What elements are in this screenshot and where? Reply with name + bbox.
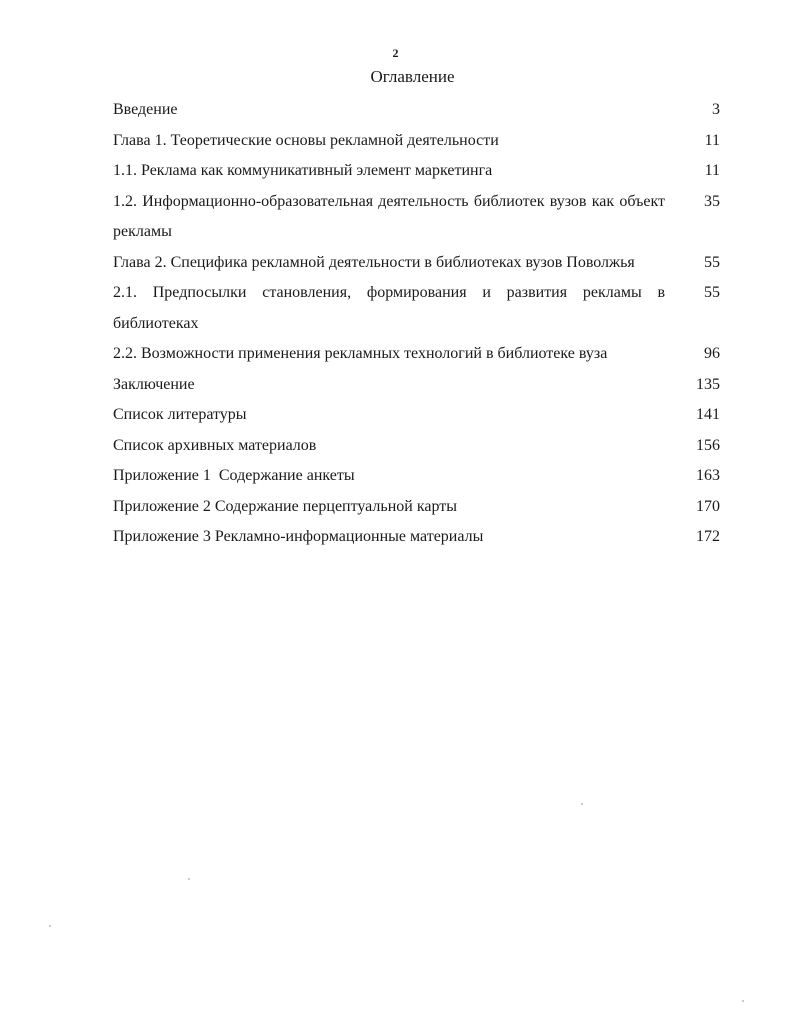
toc-entry-page: 11 bbox=[704, 131, 720, 149]
toc-entry-page: 96 bbox=[704, 345, 720, 362]
scan-speck bbox=[742, 1000, 744, 1002]
toc-entry-text: 1.2. Информационно-образовательная деятельность библиотек вузов как объект рекламы bbox=[113, 192, 665, 240]
toc-entry-appendix-2 bbox=[113, 492, 720, 523]
toc-entry-text: Глава 2. Специфика рекламной деятельности в библиотеках вузов Поволжья bbox=[113, 253, 635, 271]
toc-entry-page: 55 bbox=[704, 284, 720, 301]
toc-entry-chapter-2 bbox=[113, 248, 720, 279]
scan-speck bbox=[49, 925, 51, 927]
toc-entry-page: 163 bbox=[696, 467, 720, 484]
toc-title: Оглавление bbox=[370, 67, 455, 86]
toc-entry-section-1-2 bbox=[113, 187, 720, 248]
toc-entry-appendix-1 bbox=[113, 461, 720, 492]
toc-entry-page: 141 bbox=[696, 406, 720, 423]
toc-entry-page: 172 bbox=[696, 528, 720, 545]
toc-entry-section-2-1 bbox=[113, 278, 720, 339]
toc-entry-section-2-2 bbox=[113, 339, 720, 370]
toc-entry-conclusion bbox=[113, 370, 720, 401]
page-number: 2 bbox=[392, 46, 399, 60]
toc-entry-page: 3 bbox=[712, 101, 720, 118]
toc-entry-text: Заключение bbox=[113, 375, 195, 393]
table-of-contents bbox=[113, 95, 720, 553]
toc-entry-page: 156 bbox=[696, 436, 720, 454]
toc-entry-appendix-3 bbox=[113, 522, 720, 553]
toc-entry-archive-materials bbox=[113, 431, 720, 462]
toc-entry-text: 2.1. Предпосылки становления, формирования и развития рекламы в библиотеках bbox=[113, 284, 665, 332]
toc-entry-text: Приложение 2 Содержание перцептуальной карты bbox=[113, 497, 457, 515]
toc-entry-page: 55 bbox=[704, 253, 720, 271]
toc-entry-text: 2.2. Возможности применения рекламных технологий в библиотеке вуза bbox=[113, 345, 608, 362]
toc-entry-page: 11 bbox=[704, 162, 720, 179]
toc-entry-text: Приложение 3 Рекламно-информационные материалы bbox=[113, 528, 484, 545]
toc-entry-text: Список литературы bbox=[113, 406, 247, 423]
toc-entry-references bbox=[113, 400, 720, 431]
toc-entry-page: 135 bbox=[696, 375, 720, 393]
toc-entry-text: 1.1. Реклама как коммуникативный элемент маркетинга bbox=[113, 162, 493, 179]
toc-entry-page: 170 bbox=[696, 497, 720, 515]
toc-entry-section-1-1 bbox=[113, 156, 720, 187]
toc-entry-page: 35 bbox=[704, 192, 720, 210]
scan-speck bbox=[581, 803, 583, 805]
scan-speck bbox=[188, 878, 190, 880]
toc-entry-text: Приложение 1 Содержание анкеты bbox=[113, 467, 355, 484]
toc-entry-text: Введение bbox=[113, 101, 178, 118]
toc-entry-text: Глава 1. Теоретические основы рекламной деятельности bbox=[113, 131, 499, 149]
toc-entry-chapter-1 bbox=[113, 126, 720, 157]
toc-entry-introduction bbox=[113, 95, 720, 126]
toc-entry-text: Список архивных материалов bbox=[113, 436, 317, 454]
